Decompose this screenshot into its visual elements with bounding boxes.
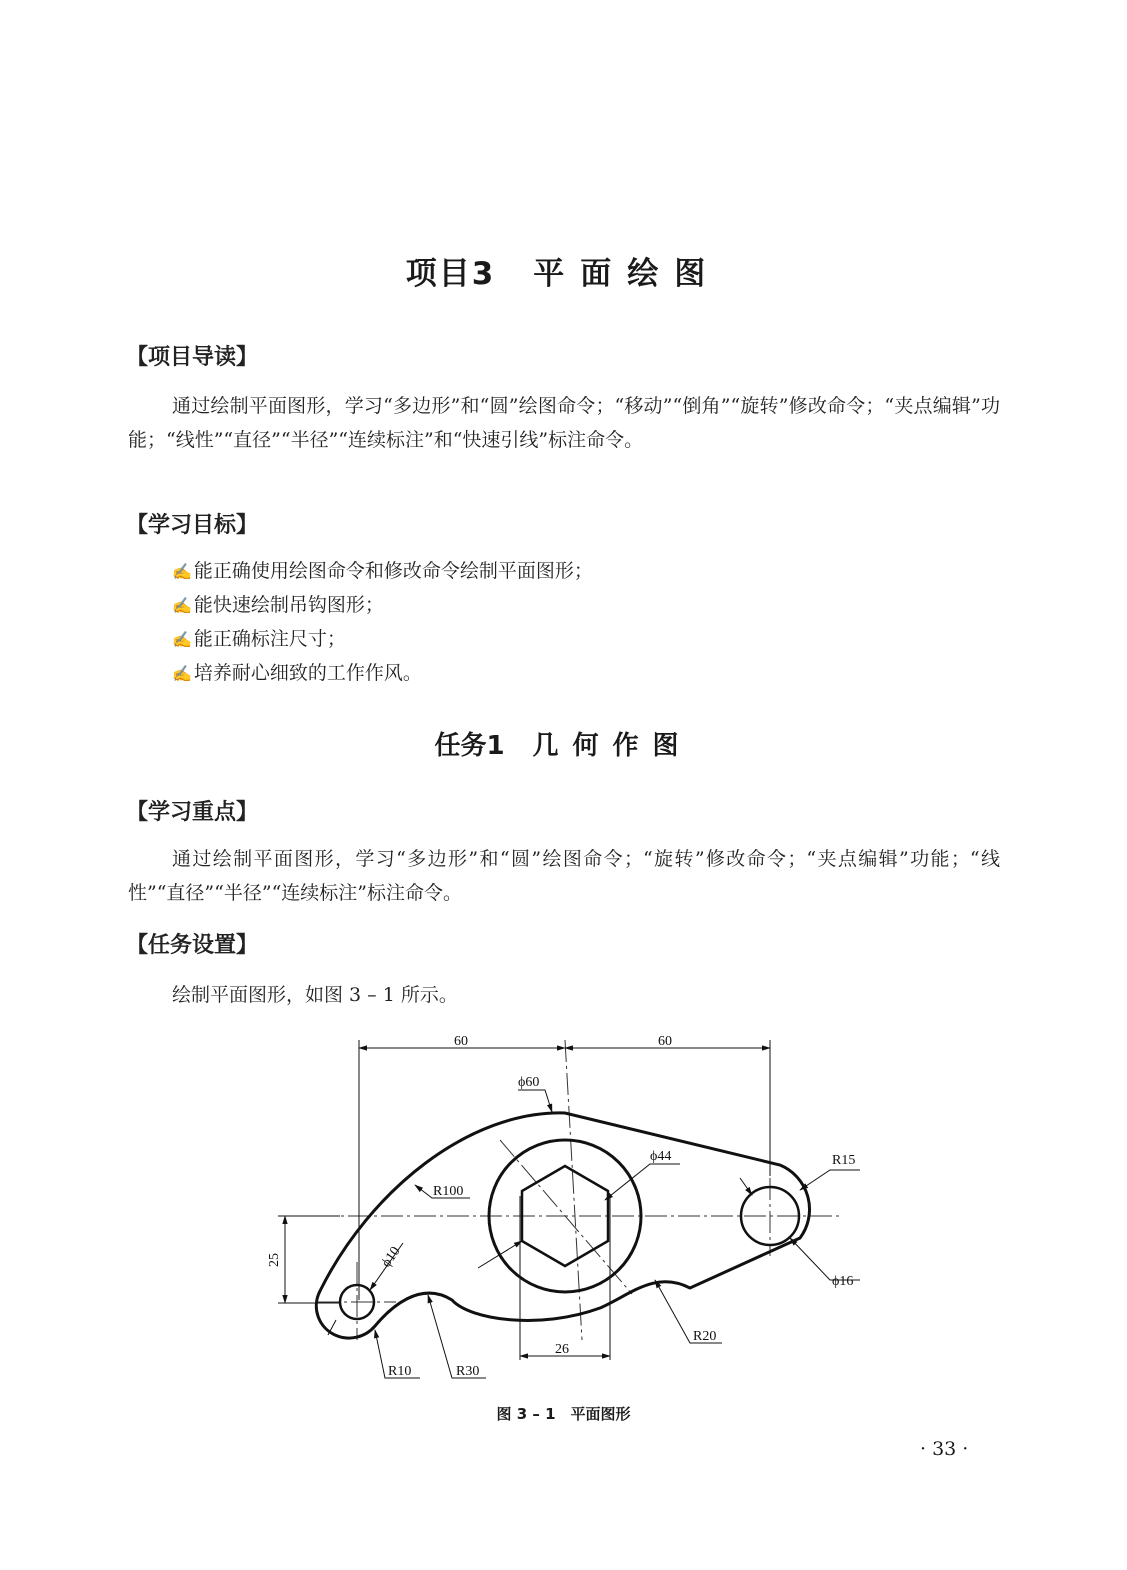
- task-setup-paragraph: 绘制平面图形，如图 3 – 1 所示。: [172, 984, 458, 1006]
- section-heading-goals: 【学习目标】: [126, 513, 259, 538]
- pen-icon: ✍: [172, 664, 192, 683]
- dim-phi60: ϕ60: [518, 1075, 540, 1090]
- dim-phi44: ϕ44: [650, 1149, 672, 1164]
- dim-r15: R15: [832, 1153, 856, 1168]
- goal-item: ✍ 培养耐心细致的工作作风。: [172, 662, 422, 684]
- goal-item: ✍ 能正确使用绘图命令和修改命令绘制平面图形；: [172, 560, 593, 582]
- figure-caption: 图 3 – 1 平面图形: [496, 1405, 631, 1423]
- project-title-prefix: 项目3: [405, 256, 496, 292]
- intro-paragraph: 通过绘制平面图形，学习“多边形”和“圆”绘图命令；“移动”“倒角”“旋转”修改命令；“夹点编辑”功能；“线性”“直径”“半径”“连续标注”和“快速引线”标注命令。: [128, 395, 1000, 451]
- dim-phi10: ϕ10: [378, 1244, 404, 1271]
- dim-26: 26: [555, 1342, 569, 1357]
- dim-r10: R10: [388, 1364, 412, 1379]
- dim-r100: R100: [433, 1184, 464, 1199]
- section-heading-focus: 【学习重点】: [126, 800, 259, 825]
- page-number: · 33 ·: [920, 1438, 969, 1460]
- dim-60-right: 60: [658, 1034, 672, 1049]
- goal-item: ✍ 能快速绘制吊钩图形；: [172, 594, 384, 616]
- section-heading-intro: 【项目导读】: [126, 345, 259, 370]
- pen-icon: ✍: [172, 562, 192, 581]
- goal-item: ✍ 能正确标注尺寸；: [172, 628, 346, 650]
- dim-r30: R30: [456, 1364, 480, 1379]
- task-title-prefix: 任务1: [434, 731, 505, 761]
- dim-60-left: 60: [454, 1034, 468, 1049]
- focus-paragraph: 通过绘制平面图形，学习“多边形”和“圆”绘图命令；“旋转”修改命令；“夹点编辑”功能；“线性”“直径”“半径”“连续标注”标注命令。: [128, 848, 1000, 904]
- pen-icon: ✍: [172, 596, 192, 615]
- section-heading-task-setup: 【任务设置】: [126, 933, 259, 958]
- dim-r20: R20: [693, 1329, 717, 1344]
- dim-phi16: ϕ16: [832, 1274, 854, 1289]
- project-title-name: 平面绘图: [533, 256, 722, 292]
- task-title-name: 几何作图: [532, 731, 693, 761]
- dim-25: 25: [267, 1253, 282, 1267]
- part-outline: [316, 1113, 809, 1338]
- pen-icon: ✍: [172, 630, 192, 649]
